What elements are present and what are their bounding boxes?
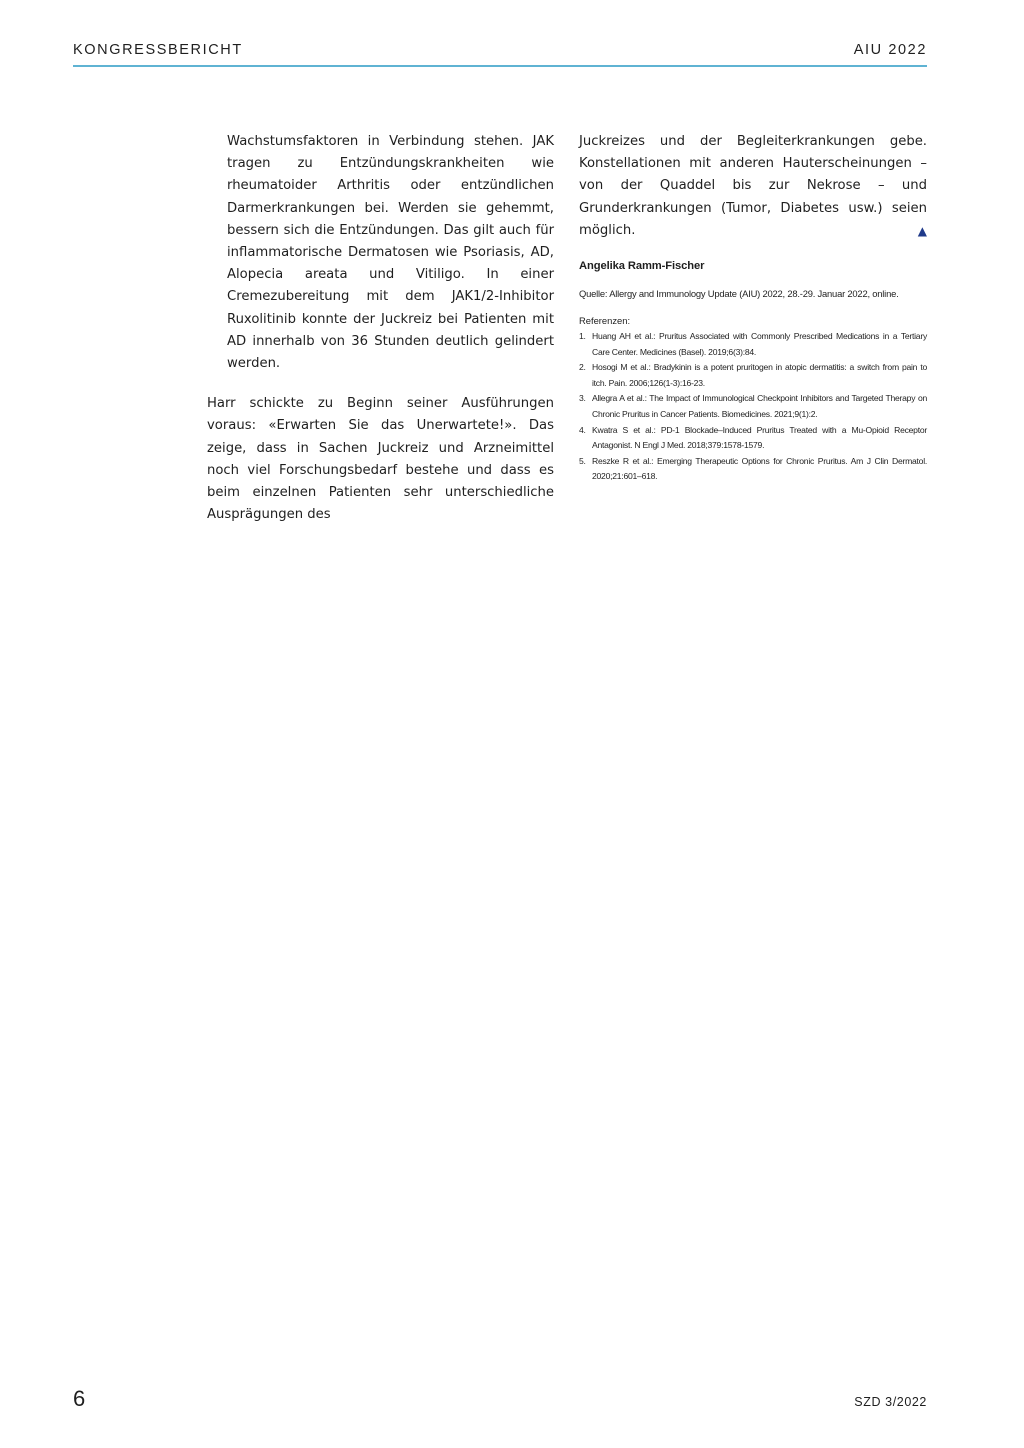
reference-number: 3. bbox=[579, 393, 586, 404]
reference-text: Hosogi M et al.: Bradykinin is a potent pruritogen in atopic dermatitis: a switch from pain to itch. Pain. 2006;126(1-3):16-23. bbox=[592, 362, 927, 388]
article-end-triangle-icon: ▲ bbox=[917, 223, 927, 238]
reference-number: 1. bbox=[579, 331, 586, 342]
references-list bbox=[579, 329, 927, 485]
source-note: Quelle: Allergy and Immunology Update (AIU) 2022, 28.-29. Januar 2022, online. bbox=[579, 288, 899, 300]
event-label: AIU 2022 bbox=[853, 42, 927, 58]
reference-text: Huang AH et al.: Pruritus Associated with Commonly Prescribed Medications in a Tertiary Care Center. Medicines (Basel). 2019;6(3):84. bbox=[592, 331, 927, 357]
reference-number: 5. bbox=[579, 455, 586, 466]
references-heading: Referenzen: bbox=[579, 315, 631, 327]
left-paragraph-2: Harr schickte zu Beginn seiner Ausführungen voraus: «Erwarten Sie das Unerwartete!». Das zeige, dass in Sachen Juckreiz und Arzneimittel noch viel Forschungsbedarf bestehe und dass es beim einzelnen Patienten sehr unterschiedliche Ausprägungen des bbox=[207, 396, 554, 523]
right-paragraph-1 bbox=[579, 131, 927, 242]
left-column bbox=[207, 131, 554, 526]
reference-text: Reszke R et al.: Emerging Therapeutic Options for Chronic Pruritus. Am J Clin Dermatol. 2020;21:601–618. bbox=[592, 455, 927, 482]
reference-item bbox=[579, 329, 927, 360]
reference-text: Kwatra S et al.: PD-1 Blockade–Induced Pruritus Treated with a Mu-Opioid Receptor Antagonist. N Engl J Med. 2018;379:1578-1579. bbox=[592, 424, 927, 451]
page-number: 6 bbox=[73, 1386, 86, 1411]
reference-item bbox=[579, 454, 927, 485]
reference-text: Allegra A et al.: The Impact of Immunological Checkpoint Inhibitors and Targeted Therapy on Chronic Pruritus in Cancer Patients. Biomedicines. 2021;9(1):2. bbox=[592, 393, 927, 419]
reference-item bbox=[579, 360, 927, 391]
issue-label: SZD 3/2022 bbox=[854, 1395, 927, 1409]
right-paragraph-1-text: Juckreizes und der Begleiterkrankungen gebe. Konstellationen mit anderen Hauterscheinungen – von der Quaddel bis zur Nekrose – und Grunderkrankungen (Tumor, Diabetes usw.) seien möglich. bbox=[579, 134, 927, 238]
page-header bbox=[73, 38, 927, 67]
left-paragraph-1: Wachstumsfaktoren in Verbindung stehen. JAK tragen zu Entzündungskrankheiten wie rheumatoider Arthritis oder entzündlichen Darmerkrankungen bei. Werden sie gehemmt, bessern sich die Entzündungen. Das gilt auch für inflammatorische Dermatosen wie Psoriasis, AD, Alopecia areata und Vitiligo. In einer Cremezubereitung mit dem JAK1/2-Inhibitor Ruxolitinib konnte der Juckreiz bei Patienten mit AD innerhalb von 36 Stunden deutlich gelindert werden. bbox=[227, 134, 554, 372]
reference-number: 4. bbox=[579, 424, 586, 435]
reference-item bbox=[579, 423, 927, 454]
reference-item bbox=[579, 391, 927, 422]
section-label: KONGRESSBERICHT bbox=[73, 42, 243, 58]
author-name: Angelika Ramm-Fischer bbox=[579, 260, 705, 273]
reference-number: 2. bbox=[579, 362, 586, 373]
right-column bbox=[579, 131, 927, 485]
